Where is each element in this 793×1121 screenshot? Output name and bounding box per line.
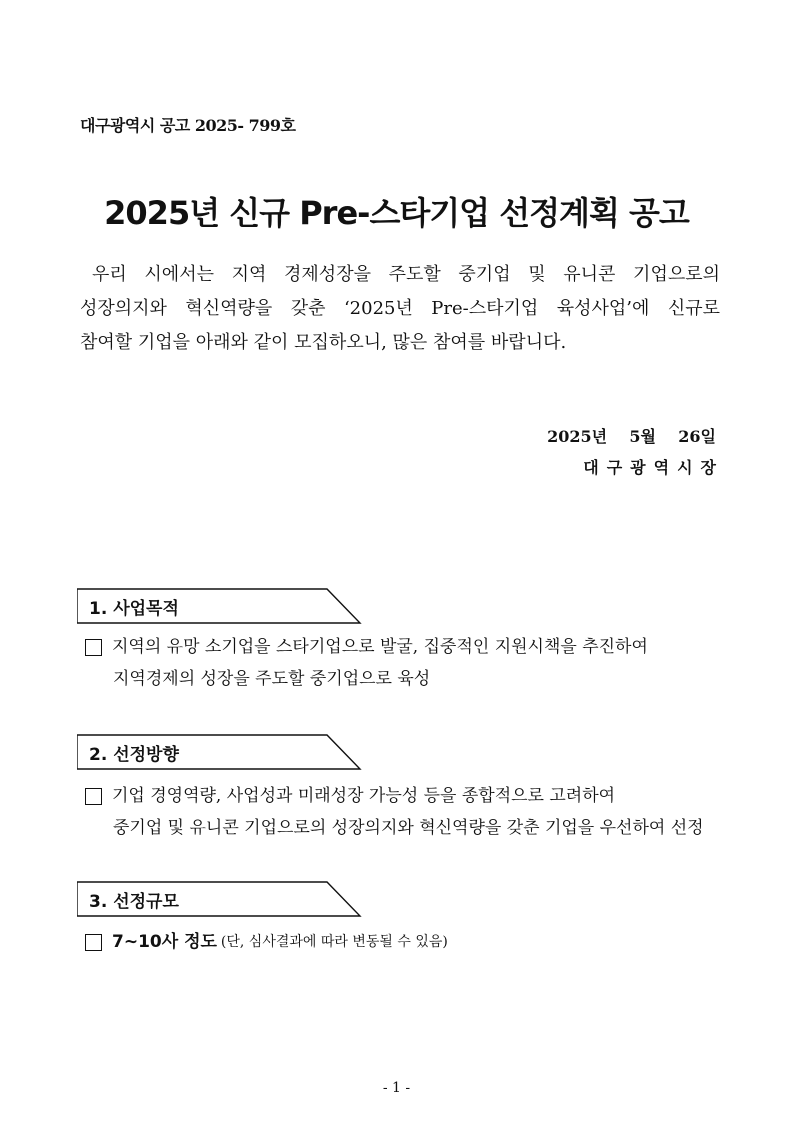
section-heading-label: 2. 선정방향: [89, 745, 179, 765]
intro-paragraph: [80, 258, 720, 360]
section-heading-label: 1. 사업목적: [89, 599, 179, 619]
page-number: - 1 -: [382, 1080, 411, 1096]
section-content-direction: [85, 780, 725, 844]
checkbox-bullet: [85, 639, 102, 656]
item-line-1: 기업 경영역량, 사업성과 미래성장 가능성 등을 종합적으로 고려하여: [112, 786, 616, 806]
notice-number: 대구광역시 공고 2025- 799호: [80, 116, 296, 135]
item-line-2: 지역경제의 성장을 주도할 중기업으로 육성: [113, 669, 431, 689]
checkbox-bullet: [85, 934, 102, 951]
section-heading-purpose: [77, 588, 362, 624]
notice-date: [547, 424, 716, 447]
item-line-1: 지역의 유망 소기업을 스타기업으로 발굴, 집중적인 지원시책을 추진하여: [112, 637, 648, 657]
section-heading-direction: [77, 734, 362, 770]
section-content-purpose: [85, 631, 725, 695]
signer: 대구광역시장: [583, 458, 724, 477]
intro-line-1: 우리 시에서는 지역 경제성장을 주도할 중기업 및 유니콘 기업으로의: [92, 264, 720, 285]
checkbox-bullet: [85, 788, 102, 805]
section-content-scale: [85, 926, 725, 958]
date-month: 5월: [629, 427, 656, 446]
date-year: 2025년: [547, 427, 608, 446]
intro-line-2: 성장의지와 혁신역량을 갖춘 ‘2025년 Pre-스타기업 육성사업’에 신규로: [80, 298, 720, 319]
date-day: 26일: [678, 427, 716, 446]
page-title: 2025년 신규 Pre-스타기업 선정계획 공고: [104, 194, 689, 232]
section-heading-label: 3. 선정규모: [89, 892, 179, 912]
selection-note: (단, 심사결과에 따라 변동될 수 있음): [220, 934, 448, 950]
selection-count: 7∼10사 정도: [112, 932, 217, 952]
section-heading-scale: [77, 881, 362, 917]
item-line-2: 중기업 및 유니콘 기업으로의 성장의지와 혁신역량을 갖춘 기업을 우선하여 선정: [113, 818, 704, 838]
intro-line-3: 참여할 기업을 아래와 같이 모집하오니, 많은 참여를 바랍니다.: [80, 332, 567, 353]
